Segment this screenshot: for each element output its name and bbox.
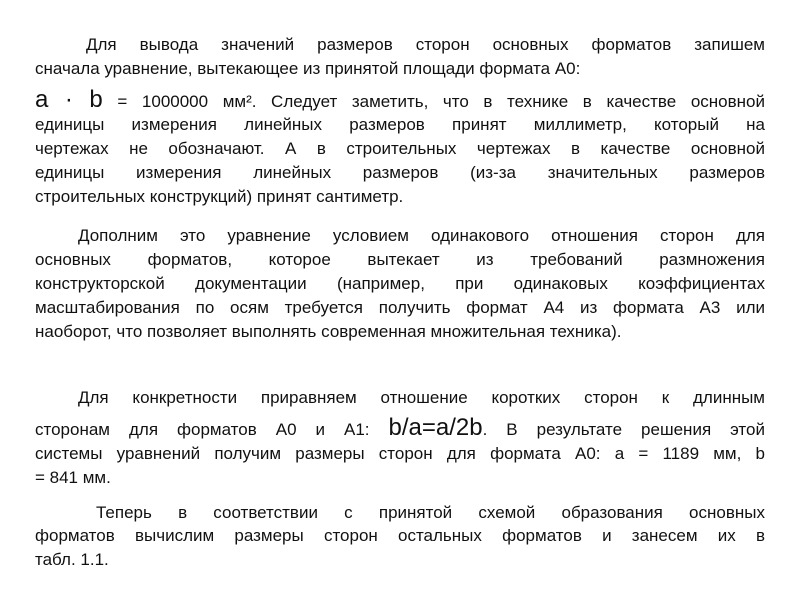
formula: a · b: [35, 86, 103, 113]
text-line: чертежах не обозначают. А в строительных чертежах в качестве основной: [35, 139, 765, 158]
text-line: сначала уравнение, вытекающее из принятой площади формата А0:: [35, 59, 581, 78]
text-line: [35, 87, 765, 115]
text-line: Для конкретности приравняем отношение коротких сторон к длинным: [78, 388, 765, 407]
text-line: системы уравнений получим размеры сторон для формата А0: а = 1189 мм, b: [35, 444, 765, 463]
text-fragment: = 1000000 мм². Следует заметить, что в технике в качестве основной: [102, 92, 765, 111]
text-line: [35, 415, 765, 443]
text-line: единицы измерения линейных размеров принят миллиметр, который на: [35, 115, 765, 134]
text-line: наоборот, что позволяет выполнять современная множительная техника).: [35, 322, 622, 341]
text-fragment: . В результате решения этой: [482, 420, 765, 439]
text-line: строительных конструкций) принят сантиметр.: [35, 187, 404, 206]
text-line: Дополним это уравнение условием одинакового отношения сторон для: [78, 226, 765, 245]
text-line: Теперь в соответствии с принятой схемой образования основных: [96, 503, 765, 522]
text-line: форматов вычислим размеры сторон остальных форматов и занесем их в: [35, 526, 765, 545]
text-line: конструкторской документации (например, при одинаковых коэффициентах: [35, 274, 765, 293]
formula: b/a=a/2b: [388, 414, 483, 441]
text-line: = 841 мм.: [35, 468, 111, 487]
text-line: Для вывода значений размеров сторон основных форматов запишем: [86, 35, 765, 54]
text-line: масштабирования по осям требуется получить формат А4 из формата А3 или: [35, 298, 765, 317]
text-line: табл. 1.1.: [35, 550, 109, 569]
text-fragment: сторонам для форматов А0 и А1:: [35, 420, 389, 439]
text-line: основных форматов, которое вытекает из требований размножения: [35, 250, 765, 269]
text-line: единицы измерения линейных размеров (из-за значительных размеров: [35, 163, 765, 182]
